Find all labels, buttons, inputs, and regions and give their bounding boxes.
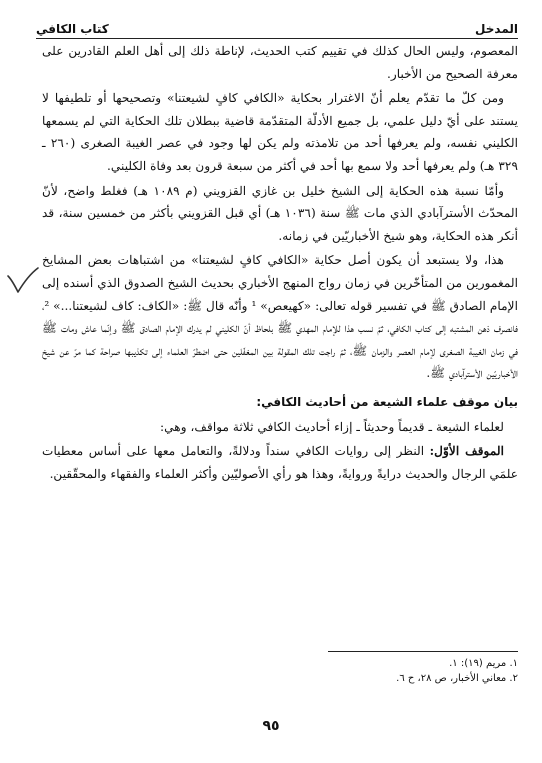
position-label: الموقف الأوّل:: [429, 444, 504, 459]
book-title: كتاب الكافي: [36, 22, 109, 36]
paragraph-text: النظر إلى روايات الكافي سنداً ودلالةً، والتعامل معها على أساس معطيات علمَي الرجال والحديث درايةً وروايةً، وهذا هو رأي الأصوليّين وأكثر العلماء والفقهاء والمحقّقين.: [42, 444, 518, 481]
paragraph: لعلماء الشيعة ـ قديماً وحديثاً ـ إزاء أحاديث الكافي ثلاثة مواقف، وهي:: [160, 419, 504, 434]
footnote: ١. مريم (١٩): ١.: [449, 658, 518, 669]
page-number: ٩٥: [262, 718, 280, 734]
running-header: [36, 10, 518, 39]
paragraph: المعصوم، وليس الحال كذلك في تقييم كتب الحديث، لإناطة ذلك إلى أهل العلم القادرين على معرفة الصحيح من الأخبار.: [42, 44, 518, 81]
check-mark-icon: [6, 266, 40, 300]
section-heading: بيان موقف علماء الشيعة من أحاديث الكافي:: [256, 394, 518, 409]
paragraph: وأمّا نسبة هذه الحكاية إلى الشيخ خليل بن غازي القزويني (م ١٠٨٩ هـ) فغلط واضح، لأنّ المحدّث الأسترآبادي الذي مات ﷺ سنة (١٠٣٦ هـ) أي قبل القزويني بأكثر من خمسين سنة، قد أنكر هذه الحكاية، وهو شيخ الأخباريّين في زمانه.: [42, 183, 518, 243]
paragraph: هذا، ولا يستبعد أن يكون أصل حكاية «الكافي كافٍ لشيعتنا» من اشتباهات بعض المشايخ المغمورين من المتأخّرين في زمان رواج المنهج الأخباري بحديث الشيخ الصدوق الذي أسنده إلى الإمام الصادق ﷺ في تفسير قوله تعالى: «كهيعص» ¹ وأنّه قال ﷺ: «الكاف: كاف لشيعتنا...» ²، فانصرف ذهن المشتبه إلى كتاب الكافي، ثمّ نسب هذا للإمام المهدي ﷺ بلحاظ أنّ الكليني لم يدرك الإمام الصادق ﷺ وإنّما عاش ومات ﷺ في زمان الغيبة الصغرى لإمام العصر والزمان ﷺ، ثمّ راجت تلك المقولة بين المغفّلين حتى اضطرّ العلماء إلى تكذيبها صراحة كما مرّ عن شيخ الأخباريّين الأسترآبادي ﷺ.: [42, 253, 519, 381]
paragraph: [42, 440, 518, 485]
footnotes: [300, 656, 518, 686]
chapter-title: المدخل: [475, 22, 518, 36]
footnote-separator: [328, 651, 518, 652]
paragraph: ومن كلّ ما تقدّم يعلم أنّ الاغترار بحكاية «الكافي كافٍ لشيعتنا» وتصحيحها أو تلطيفها لا يستند على أيّ دليل علمي، بل جميع الأدلّة المتقدّمة قاضية ببطلان تلك الحكاية التي لم يسمعها الكليني نفسه، ولم يعرفها أحد من تلامذته ولم يكن لها وجود في عصر الغيبة الصغرى (٢٦٠ ـ ٣٢٩ هـ) ولم يعرفها أحد ولا سمع بها أحد في أكثر من سبعة قرون بعد وفاة الكليني.: [42, 91, 518, 173]
main-text: [42, 40, 518, 487]
footnote: ٢. معاني الأخبار، ص ٢٨، ح ٦.: [396, 673, 518, 684]
